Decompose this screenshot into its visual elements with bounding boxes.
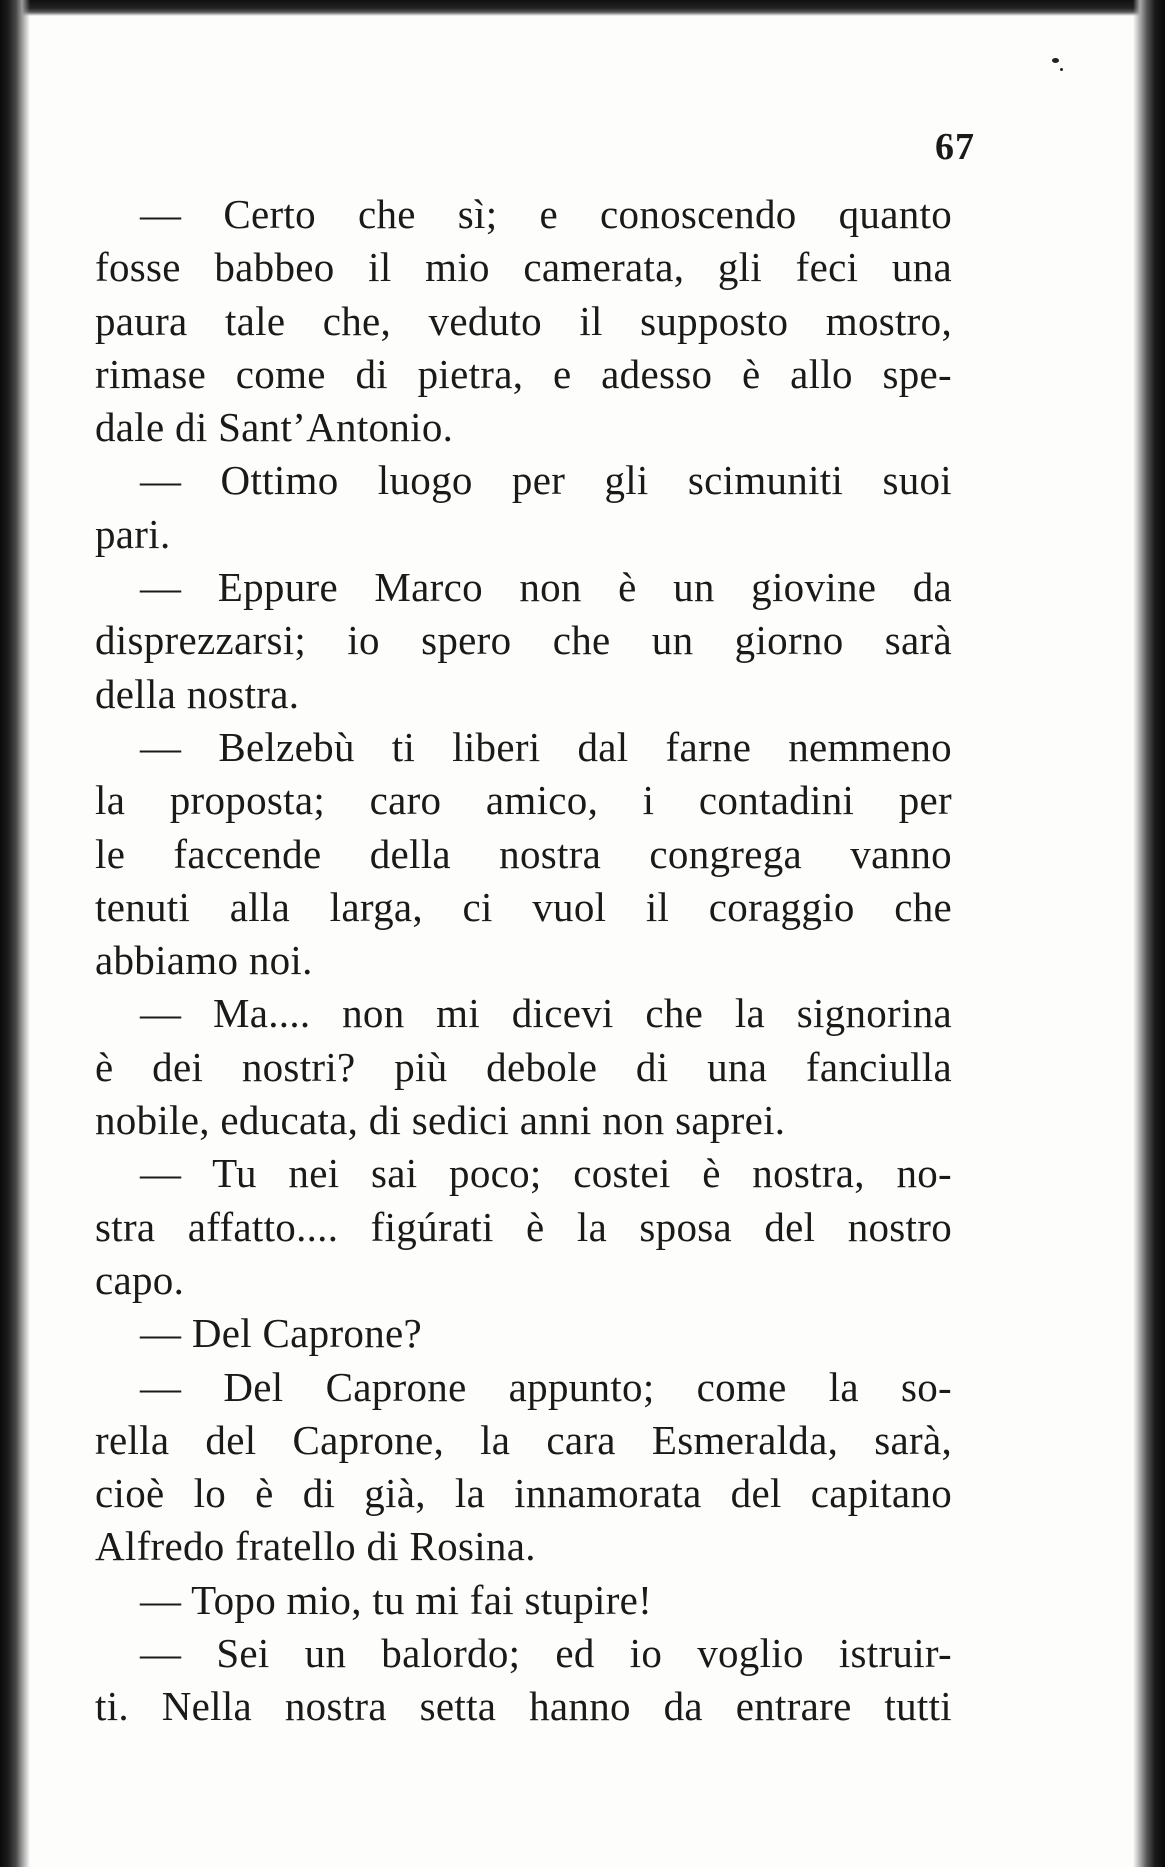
text-line: paura tale che, veduto il supposto mostro, [95,297,952,344]
page-number: 67 [935,126,975,168]
text-line: della nostra. [95,670,300,717]
text-line: abbiamo noi. [95,937,313,984]
text-line: le faccende della nostra congrega vanno [95,830,952,877]
text-line: stra affatto.... figúrati è la sposa del nostro [95,1203,952,1250]
text-line: ti. Nella nostra setta hanno da entrare tutti [95,1683,952,1730]
text-line: cioè lo è di già, la innamorata del capitano [95,1470,952,1517]
text-line: tenuti alla larga, ci vuol il coraggio che [95,883,952,930]
text-line: capo. [95,1256,185,1303]
page-right-edge-shadow [1133,0,1165,1867]
ink-speck [1060,68,1063,71]
text-line: — Del Caprone appunto; come la so- [140,1363,952,1410]
text-line: — Certo che sì; e conoscendo quanto [140,191,952,237]
text-line: nobile, educata, di sedici anni non saprei. [95,1097,786,1144]
text-line: dale di Sant’Antonio. [95,404,454,451]
text-line: — Topo mio, tu mi fai stupire! [140,1576,653,1623]
ink-speck [1052,58,1059,63]
text-line: — Ma.... non mi dicevi che la signorina [140,990,952,1037]
text-line: pari. [95,510,171,557]
text-line: Alfredo fratello di Rosina. [95,1523,536,1570]
text-line: — Ottimo luogo per gli scimuniti suoi [140,457,952,504]
text-line: fosse babbeo il mio camerata, gli feci una [95,244,952,291]
text-line: è dei nostri? più debole di una fanciulla [95,1043,952,1090]
text-line: disprezzarsi; io spero che un giorno sarà [95,617,952,664]
text-line: la proposta; caro amico, i contadini per [95,777,952,824]
page-top-edge-shadow [0,0,1165,16]
body-text [95,188,952,1734]
text-line: — Eppure Marco non è un giovine da [140,564,952,611]
text-line: — Tu nei sai poco; costei è nostra, no- [140,1150,952,1197]
text-line: — Del Caprone? [140,1310,422,1357]
text-line: — Belzebù ti liberi dal farne nemmeno [140,723,952,770]
page-left-edge-shadow [0,0,30,1867]
text-line: rella del Caprone, la cara Esmeralda, sarà, [95,1416,952,1463]
text-line: rimase come di pietra, e adesso è allo spe- [95,350,952,397]
text-line: — Sei un balordo; ed io voglio istruir- [140,1630,952,1677]
